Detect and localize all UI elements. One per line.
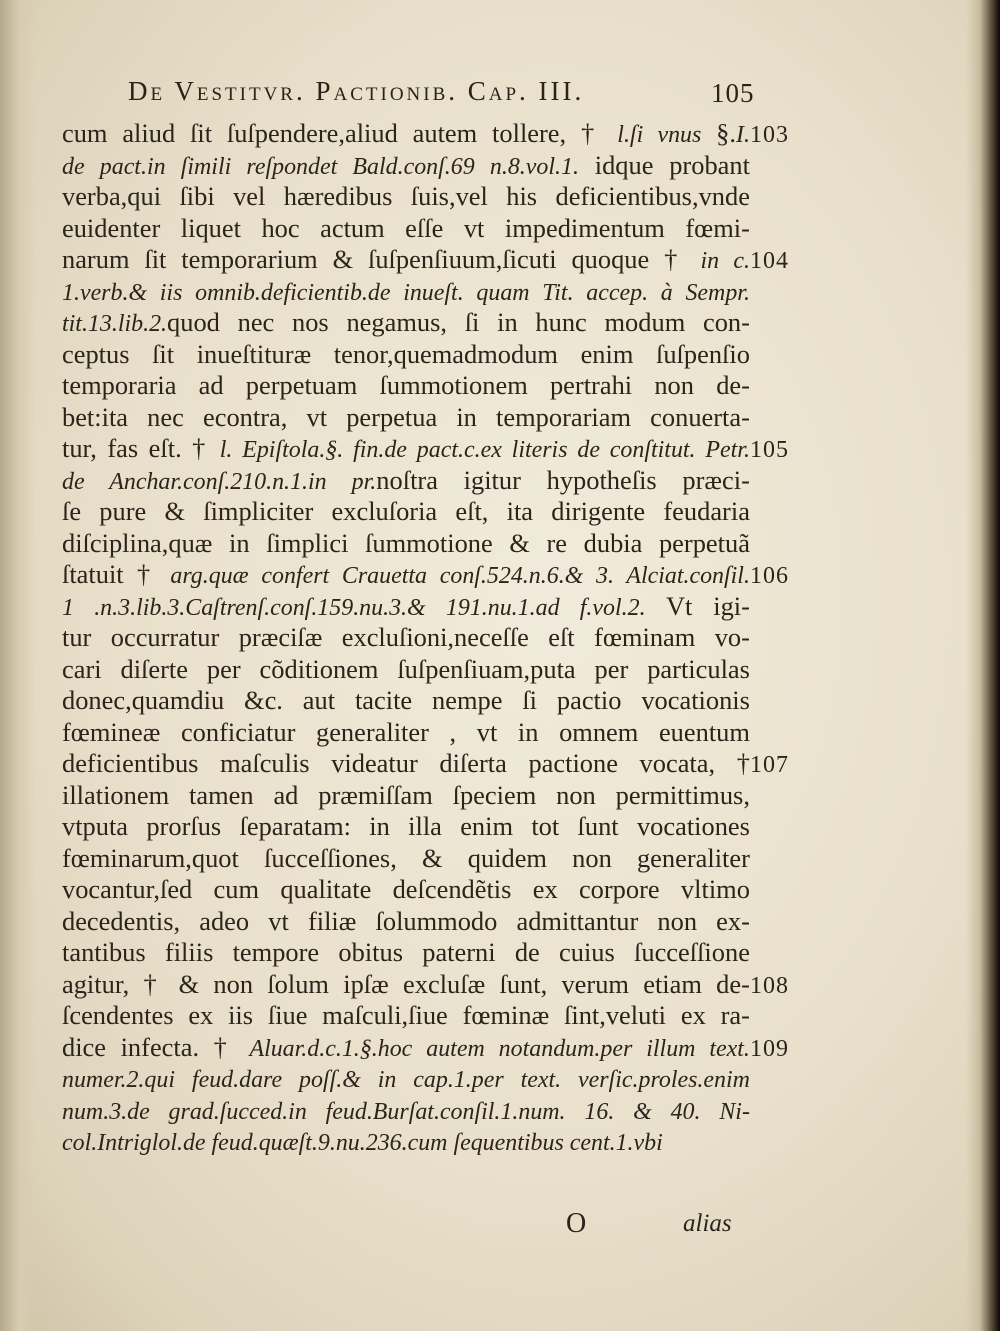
citation-italic: in c. [700,248,750,274]
text-line [62,622,752,654]
text-segment: euidenter liquet hoc actum eſſe vt impedimentum fœmi- [62,212,750,243]
line-text [62,276,750,310]
text-line [62,937,752,969]
text-line [62,591,752,623]
text-segment: deficientibus maſculis videatur diſerta pactione vocata, † [62,748,750,778]
line-text [62,150,750,184]
text-line [62,811,752,843]
text-segment: narum ſit temporarium & ſuſpenſiuum,ſicuti quoque † [62,244,701,274]
citation-italic: 1.verb.& iis omnib.deficientib.de inueſt. quam Tit. accep. à Sempr. [62,279,750,306]
text-line [62,213,752,245]
text-line [62,717,752,749]
main-text-block [62,118,789,1158]
text-segment: vtputa prorſus ſeparatam: in illa enim tot ſunt vocationes [62,811,750,841]
line-text [62,244,750,278]
line-text [62,1095,750,1129]
text-line [62,370,752,402]
text-segment: tantibus filiis tempore obitus paterni de cuius ſucceſſione [62,937,750,967]
citation-italic: numer.2.qui feud.dare poſſ.& in cap.1.per text. verſic.proles.enim [62,1067,750,1093]
line-text [62,433,750,467]
text-line [62,150,752,182]
text-line [62,1063,752,1095]
line-text [62,370,750,402]
text-line [62,748,789,780]
text-line [62,1095,752,1127]
text-segment: dice infecta. † [62,1031,250,1062]
page-number: 105 [711,78,755,108]
line-text [62,906,750,938]
text-segment: ſtatuit † [62,559,171,589]
text-segment: vocantur,ſed cum qualitate deſcendẽtis ex corpore vltimo [62,874,750,904]
text-segment: donec,quamdiu &c. aut tacite nempe ſi pactio vocationis [62,685,750,715]
page-edge-shadow [966,0,1000,1331]
text-segment: illationem tamen ad præmiſſam ſpeciem non permittimus, [62,779,750,810]
text-segment: quod nec nos negamus, ſi in hunc modum con- [167,307,750,337]
line-text [62,213,750,245]
line-text [62,181,750,213]
line-text [62,717,750,749]
text-segment: decedentis, adeo vt filiæ ſolummodo admittantur non ex- [62,905,750,936]
text-line [62,1031,789,1064]
text-segment: fœminarum,quot ſucceſſiones, & quidem non generaliter [62,842,750,873]
text-line [62,685,752,717]
signature-mark: O [566,1208,587,1239]
line-text [62,307,750,341]
text-line [62,906,752,938]
line-text [62,1000,750,1032]
text-line [62,465,752,497]
margin-note-number: 103 [750,122,789,148]
page-gutter-shadow [0,0,36,1331]
text-segment: agitur, † & non ſolum ipſæ excluſæ ſunt, verum etiam de- [62,968,750,999]
line-text [62,591,750,625]
line-text [62,118,750,152]
text-segment: idque probant [578,149,750,180]
text-segment: ceptus ſit inueſtituræ tenor,quemadmodum enim ſuſpenſio [62,338,750,369]
line-text [62,528,750,560]
text-line [62,780,752,812]
citation-italic: l. Epiſtola.§. fin.de pact.c.ex literis de conſtitut. Petr. [219,437,750,463]
text-segment: cari diſerte per cõditionem ſuſpenſiuam,puta per particulas [62,653,750,684]
text-line [62,528,752,560]
running-title: De Vestitvr. Pactionib. Cap. III. [128,76,585,106]
text-line [62,433,789,465]
line-text [62,465,750,499]
margin-note-number: 108 [750,972,789,999]
citation-italic: de Anchar.conſ.210.n.1.in pr. [62,468,377,495]
line-text [62,685,750,717]
line-text [62,559,750,593]
text-line [62,276,752,308]
margin-note-number: 106 [750,563,789,589]
citation-italic: tit.13.lib.2. [62,311,168,337]
citation-italic: Aluar.d.c.1.§.hoc autem notandum.per illum text. [249,1035,750,1062]
text-line [62,874,752,906]
text-segment: tur occurratur præciſæ excluſioni,neceſſe eſt fœminam vo- [62,622,750,652]
text-segment: Vt igi- [645,590,750,621]
text-line [62,968,789,1001]
citation-italic: 1 .n.3.lib.3.Caſtrenſ.conſ.159.nu.3.& 191.nu.1.ad f.vol.2. [62,594,646,621]
citation-italic: num.3.de grad.ſucced.in feud.Burſat.conſil.1.num. 16. & 40. Ni- [62,1098,750,1125]
line-text [62,339,750,371]
line-text [62,843,750,875]
text-segment: verba,qui ſibi vel hæredibus ſuis,vel his deficientibus,vnde [62,181,750,211]
text-line [62,339,752,371]
line-text [62,1032,750,1066]
catchword: alias [683,1210,732,1237]
line-text [62,496,750,528]
line-text [62,780,750,812]
citation-italic: col.Intriglol.de feud.quæſt.9.nu.236.cum ſequentibus cent.1.vbi [62,1130,663,1156]
text-line [62,1000,752,1032]
text-segment: temporaria ad perpetuam ſummotionem pertrahi non de- [62,370,750,400]
margin-note-number: 105 [750,437,789,463]
text-line [62,181,752,213]
citation-italic: l.ſi vnus [617,122,702,148]
text-segment: ſcendentes ex iis ſiue maſculi,ſiue fœminæ ſint,veluti ex ra- [62,1000,750,1030]
line-text [62,1126,750,1160]
text-line [62,843,752,875]
margin-note-number: 107 [750,752,789,778]
page-footer [0,1208,1000,1248]
running-header [0,76,1000,122]
text-segment: ſe pure & ſimpliciter excluſoria eſt, ita dirigente feudaria [62,496,750,526]
citation-italic: arg.quæ confert Crauetta conſ.524.n.6.& 3. Alciat.conſil. [170,563,750,589]
line-text [62,937,750,969]
margin-note-number: 104 [750,248,789,274]
text-line [62,559,789,591]
text-segment: noſtra igitur hypotheſis præci- [376,464,750,495]
line-text [62,402,750,434]
text-line [62,402,752,434]
margin-note-number: 109 [750,1035,789,1062]
line-text [62,622,750,654]
line-text [62,654,750,686]
line-text [62,969,750,1001]
text-line [62,118,789,150]
text-segment: cum aliud ſit ſuſpendere,aliud autem tollere, † [62,118,618,148]
text-segment: bet:ita nec econtra, vt perpetua in temporariam conuerta- [62,401,750,432]
text-segment: diſciplina,quæ in ſimplici ſummotione & re dubia perpetuã [62,527,750,558]
text-line [62,496,752,528]
citation-italic: de pact.in ſimili reſpondet Bald.conſ.69 n.8.vol.1. [62,153,579,180]
text-line [62,244,789,276]
text-line [62,1126,752,1158]
line-text [62,1063,750,1097]
text-segment: fœmineæ conficiatur generaliter , vt in omnem euentum [62,716,750,747]
line-text [62,748,750,780]
text-line [62,654,752,686]
text-segment: §. [701,118,736,148]
citation-italic: I. [735,122,750,148]
line-text [62,811,750,843]
text-line [62,307,752,339]
line-text [62,874,750,906]
text-segment: tur, fas eſt. † [62,433,220,463]
